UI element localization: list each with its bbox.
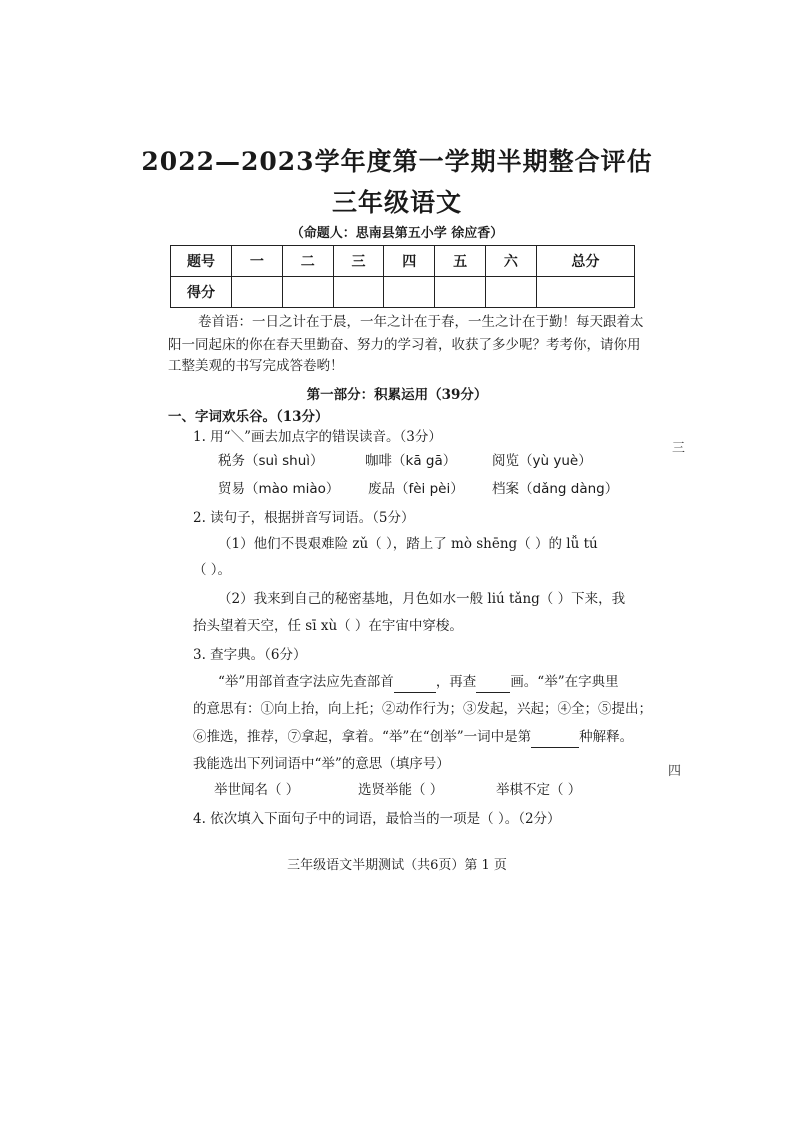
q1-item: 税务（suì shuì） bbox=[218, 453, 324, 469]
q1-item: 咖啡（kā gā） bbox=[365, 453, 457, 469]
q3-option: 举世闻名（ ） bbox=[214, 782, 300, 798]
score-header-cell: 五 bbox=[435, 246, 486, 277]
score-cell[interactable] bbox=[282, 277, 333, 308]
q1-item: 贸易（mào miào） bbox=[218, 481, 340, 497]
q3-prompt: 3. 查字典。（6分） bbox=[193, 647, 307, 663]
q3-line: 的意思有：①向上抬，向上托；②动作行为；③发起，兴起；④全；⑤提出； bbox=[193, 701, 652, 717]
exam-title: 2022—2023学年度第一学期半期整合评估 bbox=[141, 147, 653, 176]
page-footer: 三年级语文半期测试（共6页）第 1 页 bbox=[287, 858, 507, 873]
score-cell[interactable] bbox=[333, 277, 384, 308]
score-header-cell: 六 bbox=[485, 246, 536, 277]
q1-item: 档案（dǎng dàng） bbox=[492, 481, 619, 497]
q3-blank[interactable] bbox=[476, 672, 510, 693]
q3-line bbox=[193, 727, 633, 748]
q3-text: 种解释。 bbox=[579, 729, 634, 745]
margin-mark: 三 bbox=[672, 441, 686, 456]
score-cell[interactable] bbox=[485, 277, 536, 308]
score-header-cell: 四 bbox=[384, 246, 435, 277]
q3-text: ，再查 bbox=[435, 674, 477, 690]
q3-option: 举棋不定（ ） bbox=[496, 782, 582, 798]
score-header-cell: 总分 bbox=[536, 246, 634, 277]
score-table-header-row bbox=[171, 246, 635, 277]
q3-text: “举”用部首查字法应先查部首 bbox=[218, 674, 394, 690]
score-cell[interactable] bbox=[232, 277, 283, 308]
q3-option: 选贤举能（ ） bbox=[358, 782, 444, 798]
q4-prompt: 4. 依次填入下面句子中的词语，最恰当的一项是（ ）。（2分） bbox=[193, 811, 561, 827]
score-cell[interactable] bbox=[384, 277, 435, 308]
q1-prompt: 1. 用“＼”画去加点字的错误读音。（3分） bbox=[193, 429, 442, 445]
score-header-cell: 题号 bbox=[171, 246, 232, 277]
exam-author: （命题人：思南县第五小学 徐应香） bbox=[290, 226, 504, 241]
score-table bbox=[170, 245, 635, 308]
score-header-cell: 一 bbox=[232, 246, 283, 277]
q2-sentence: （ ）。 bbox=[193, 562, 232, 578]
exam-subtitle: 三年级语文 bbox=[331, 188, 462, 217]
score-cell[interactable] bbox=[536, 277, 634, 308]
q1-item: 废品（fèi pèi） bbox=[368, 481, 464, 497]
q3-blank[interactable] bbox=[394, 672, 436, 693]
score-row-label: 得分 bbox=[171, 277, 232, 308]
intro-line: 工整美观的书写完成答卷哟！ bbox=[168, 358, 344, 374]
q2-sentence: （1）他们不畏艰难险 zǔ（ ），踏上了 mò shēng（ ）的 lǚ tú bbox=[218, 536, 598, 552]
margin-mark: 四 bbox=[668, 764, 682, 779]
intro-line: 卷首语：一日之计在于晨，一年之计在于春，一生之计在于勤！每天跟着太 bbox=[198, 314, 644, 330]
score-header-cell: 三 bbox=[333, 246, 384, 277]
q3-text: ⑥推选，推荐，⑦拿起，拿着。“举”在“创举”一词中是第 bbox=[193, 729, 532, 745]
q2-sentence: （2）我来到自己的秘密基地，月色如水一般 liú tǎng（ ）下来，我 bbox=[218, 591, 626, 607]
intro-line: 阳一同起床的你在春天里勤奋、努力的学习着，收获了多少呢？考考你，请你用 bbox=[168, 337, 641, 353]
q2-sentence: 抬头望着天空，任 sī xù（ ）在宇宙中穿梭。 bbox=[193, 618, 463, 634]
score-header-cell: 二 bbox=[282, 246, 333, 277]
section1-heading: 一、字词欢乐谷。（13分） bbox=[168, 409, 329, 425]
score-cell[interactable] bbox=[435, 277, 486, 308]
q3-line: 我能选出下列词语中“举”的意思（填序号） bbox=[193, 756, 450, 772]
q1-item: 阅览（yù yuè） bbox=[492, 453, 592, 469]
score-table-row bbox=[171, 277, 635, 308]
q2-prompt: 2. 读句子，根据拼音写词语。（5分） bbox=[193, 510, 415, 526]
q3-line bbox=[218, 672, 619, 693]
q3-blank[interactable] bbox=[531, 727, 579, 748]
part1-heading: 第一部分：积累运用（39分） bbox=[306, 387, 488, 403]
q3-text: 画。“举”在字典里 bbox=[510, 674, 619, 690]
